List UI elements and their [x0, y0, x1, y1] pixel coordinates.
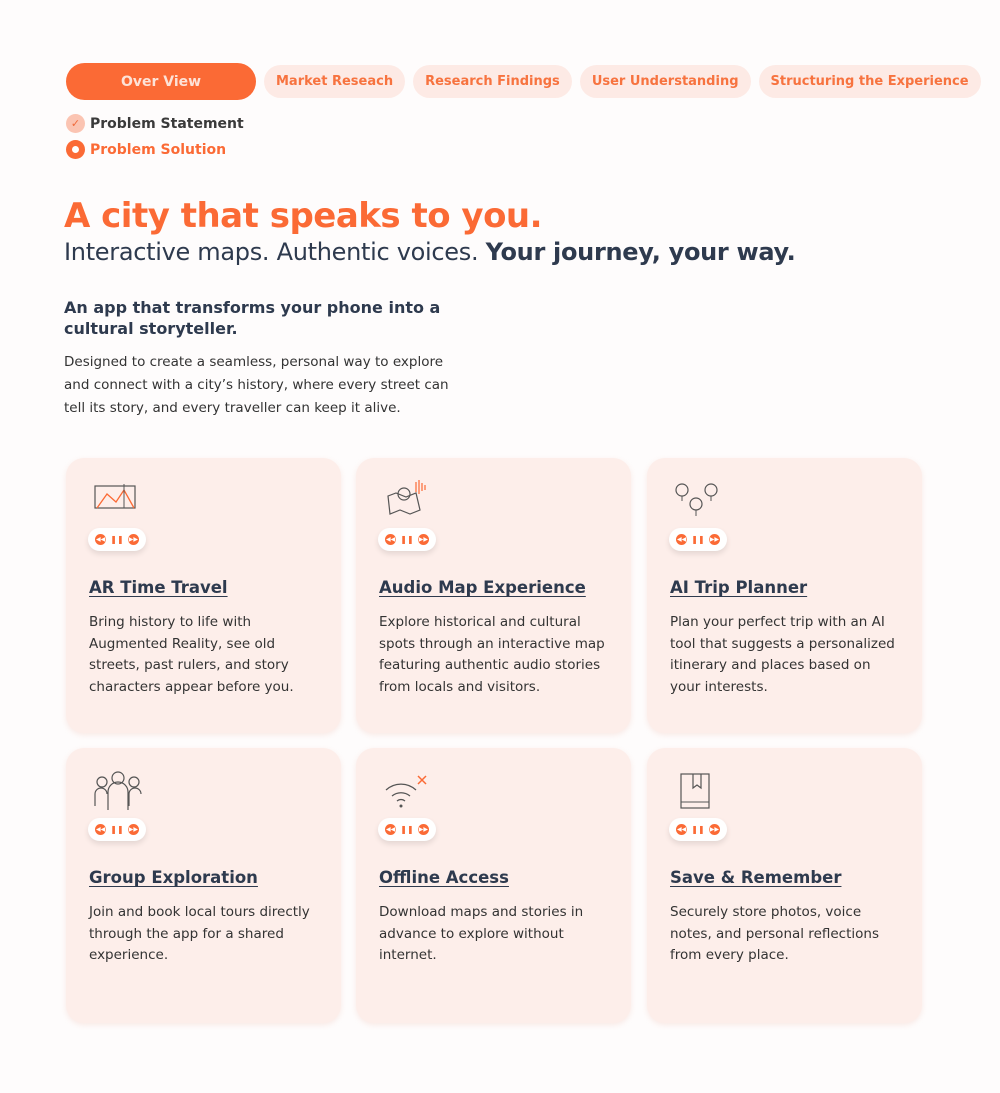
pause-icon[interactable]: ❚❚	[110, 535, 124, 544]
audio-controls	[669, 818, 727, 841]
ar-map-icon	[92, 480, 142, 522]
card-title[interactable]: AI Trip Planner	[670, 578, 808, 597]
wifi-off-icon	[382, 770, 432, 812]
rewind-icon[interactable]: ◀◀	[676, 826, 687, 833]
tagline	[64, 238, 796, 266]
audio-map-icon	[382, 480, 432, 522]
feature-card	[647, 748, 922, 1023]
forward-icon[interactable]: ▶▶	[418, 826, 428, 833]
feature-card	[356, 458, 631, 733]
group-icon	[92, 770, 142, 812]
pause-icon[interactable]: ❚❚	[691, 535, 705, 544]
card-text: Download maps and stories in advance to explore without internet.	[379, 904, 584, 963]
card-title[interactable]: Save & Remember	[670, 868, 842, 887]
card-text: Securely store photos, voice notes, and personal reflections from every place.	[670, 904, 879, 963]
audio-controls	[378, 818, 436, 841]
tab-market-research[interactable]: Market Reseach	[264, 65, 405, 98]
forward-icon[interactable]: ▶▶	[709, 536, 719, 543]
radio-selected-icon	[66, 140, 85, 159]
audio-controls	[378, 528, 436, 551]
tab-structuring-experience[interactable]: Structuring the Experience	[759, 65, 981, 98]
feature-card	[66, 748, 341, 1023]
subnav-label: Problem Statement	[90, 115, 244, 132]
card-title[interactable]: AR Time Travel	[89, 578, 228, 597]
tagline-plain: Interactive maps. Authentic voices.	[64, 238, 486, 266]
tab-user-understanding[interactable]: User Understanding	[580, 65, 751, 98]
card-title[interactable]: Group Exploration	[89, 868, 258, 887]
card-text: Bring history to life with Augmented Reality, see old streets, past rulers, and story characters appear before you.	[89, 614, 294, 695]
feature-card	[66, 458, 341, 733]
audio-controls	[88, 528, 146, 551]
rewind-icon[interactable]: ◀◀	[385, 826, 396, 833]
pause-icon[interactable]: ❚❚	[110, 825, 124, 834]
forward-icon[interactable]: ▶▶	[128, 826, 138, 833]
location-pins-icon	[673, 480, 723, 522]
feature-card	[356, 748, 631, 1023]
description: Designed to create a seamless, personal way to explore and connect with a city’s history, where every street can tell its story, and every traveller can keep it alive.	[64, 354, 449, 416]
tagline-bold: Your journey, your way.	[485, 238, 796, 266]
audio-controls	[669, 528, 727, 551]
forward-icon[interactable]: ▶▶	[418, 536, 428, 543]
tab-overview[interactable]: Over View	[66, 63, 256, 100]
rewind-icon[interactable]: ◀◀	[95, 536, 106, 543]
card-text: Plan your perfect trip with an AI tool that suggests a personalized itinerary and places based on your interests.	[670, 614, 895, 695]
forward-icon[interactable]: ▶▶	[128, 536, 138, 543]
card-text: Explore historical and cultural spots through an interactive map featuring authentic audio stories from locals and visitors.	[379, 614, 605, 695]
subnav-label: Problem Solution	[90, 141, 227, 158]
page-title: A city that speaks to you.	[64, 196, 543, 236]
card-text: Join and book local tours directly through the app for a shared experience.	[89, 904, 310, 963]
card-title[interactable]: Audio Map Experience	[379, 578, 586, 597]
check-icon: ✓	[66, 114, 85, 133]
audio-controls	[88, 818, 146, 841]
feature-card	[647, 458, 922, 733]
subnav-problem-statement[interactable]	[66, 114, 244, 133]
lead-text: An app that transforms your phone into a cultural storyteller.	[64, 298, 441, 338]
pause-icon[interactable]: ❚❚	[400, 535, 414, 544]
section-tabs	[66, 63, 981, 100]
card-title[interactable]: Offline Access	[379, 868, 509, 887]
subnav-problem-solution[interactable]	[66, 140, 226, 159]
rewind-icon[interactable]: ◀◀	[385, 536, 396, 543]
rewind-icon[interactable]: ◀◀	[676, 536, 687, 543]
pause-icon[interactable]: ❚❚	[400, 825, 414, 834]
rewind-icon[interactable]: ◀◀	[95, 826, 106, 833]
forward-icon[interactable]: ▶▶	[709, 826, 719, 833]
bookmark-book-icon	[673, 770, 723, 812]
pause-icon[interactable]: ❚❚	[691, 825, 705, 834]
tab-research-findings[interactable]: Research Findings	[413, 65, 572, 98]
